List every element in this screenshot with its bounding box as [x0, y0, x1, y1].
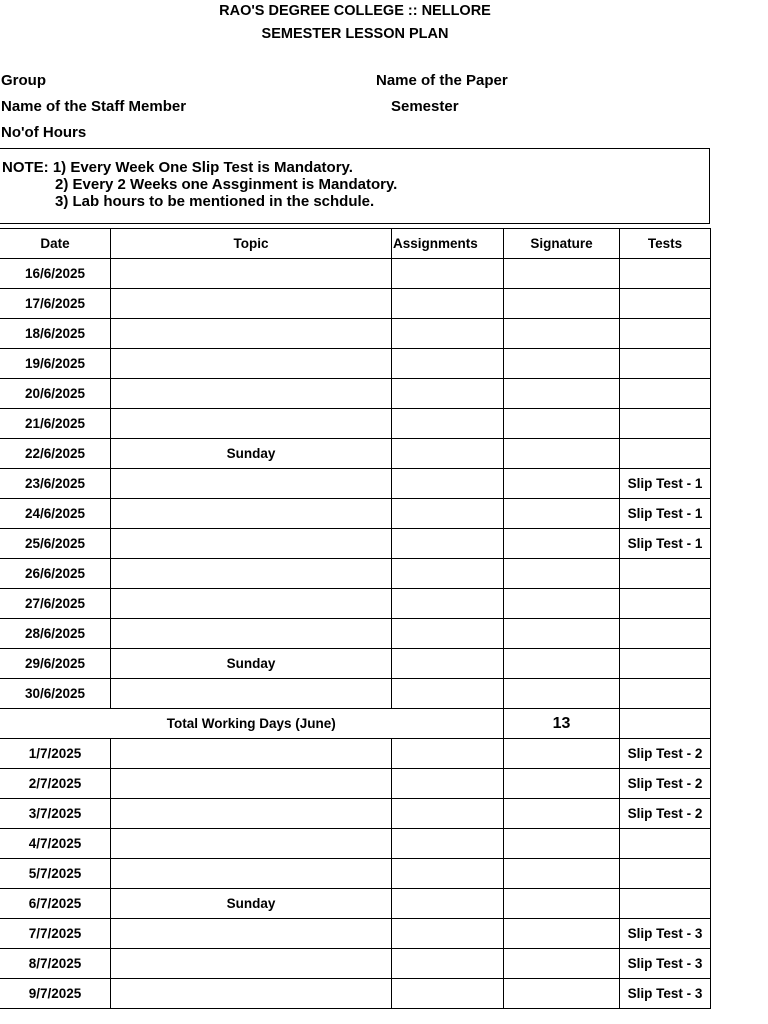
assignments-cell	[392, 769, 504, 799]
date-cell: 18/6/2025	[0, 319, 111, 349]
signature-cell	[504, 529, 620, 559]
assignments-cell	[392, 799, 504, 829]
assignments-cell	[392, 859, 504, 889]
topic-cell	[111, 979, 392, 1009]
assignments-cell	[392, 379, 504, 409]
assignments-cell	[392, 649, 504, 679]
tests-cell: Slip Test - 3	[620, 979, 711, 1009]
table-row	[0, 919, 711, 949]
date-cell: 23/6/2025	[0, 469, 111, 499]
tests-cell: Slip Test - 1	[620, 469, 711, 499]
table-row	[0, 769, 711, 799]
topic-cell	[111, 829, 392, 859]
signature-cell	[504, 949, 620, 979]
tests-cell	[620, 439, 711, 469]
signature-cell	[504, 769, 620, 799]
assignments-cell	[392, 499, 504, 529]
signature-cell	[504, 679, 620, 709]
date-cell: 2/7/2025	[0, 769, 111, 799]
signature-cell	[504, 409, 620, 439]
topic-cell	[111, 949, 392, 979]
table-row	[0, 289, 711, 319]
tests-cell	[620, 289, 711, 319]
signature-cell	[504, 799, 620, 829]
topic-cell	[111, 349, 392, 379]
signature-cell	[504, 919, 620, 949]
signature-cell	[504, 349, 620, 379]
tests-cell: Slip Test - 2	[620, 799, 711, 829]
date-cell: 25/6/2025	[0, 529, 111, 559]
topic-cell	[111, 799, 392, 829]
tests-cell: Slip Test - 3	[620, 919, 711, 949]
topic-cell: Sunday	[111, 439, 392, 469]
topic-cell	[111, 469, 392, 499]
june-total-count: 13	[504, 709, 620, 739]
paper-name-label: Name of the Paper	[376, 72, 508, 89]
table-row	[0, 979, 711, 1009]
table-row	[0, 859, 711, 889]
assignments-cell	[392, 349, 504, 379]
table-header-row	[0, 229, 711, 259]
date-cell: 16/6/2025	[0, 259, 111, 289]
tests-cell	[620, 679, 711, 709]
note-line-2: 2) Every 2 Weeks one Assginment is Mandatory.	[55, 176, 398, 193]
date-cell: 6/7/2025	[0, 889, 111, 919]
group-label: Group	[1, 72, 46, 89]
table-row	[0, 439, 711, 469]
assignments-cell	[392, 889, 504, 919]
table-row	[0, 499, 711, 529]
column-header-topic: Topic	[111, 229, 392, 259]
staff-member-label: Name of the Staff Member	[1, 98, 187, 115]
assignments-cell	[392, 679, 504, 709]
date-cell: 3/7/2025	[0, 799, 111, 829]
date-cell: 4/7/2025	[0, 829, 111, 859]
table-row	[0, 889, 711, 919]
lesson-plan-table	[0, 228, 711, 1009]
hours-label: No'of Hours	[1, 124, 87, 141]
tests-cell	[620, 889, 711, 919]
signature-cell	[504, 739, 620, 769]
college-title: RAO'S DEGREE COLLEGE :: NELLORE	[219, 3, 491, 19]
assignments-cell	[392, 409, 504, 439]
date-cell: 21/6/2025	[0, 409, 111, 439]
signature-cell	[504, 649, 620, 679]
note-box	[0, 148, 710, 224]
topic-cell	[111, 679, 392, 709]
topic-cell	[111, 919, 392, 949]
signature-cell	[504, 619, 620, 649]
signature-cell	[504, 589, 620, 619]
signature-cell	[504, 319, 620, 349]
date-cell: 8/7/2025	[0, 949, 111, 979]
table-row	[0, 349, 711, 379]
document-title: SEMESTER LESSON PLAN	[261, 26, 449, 42]
topic-cell: Sunday	[111, 649, 392, 679]
table-cell	[620, 709, 711, 739]
date-cell: 30/6/2025	[0, 679, 111, 709]
assignments-cell	[392, 949, 504, 979]
tests-cell	[620, 829, 711, 859]
signature-cell	[504, 289, 620, 319]
semester-label: Semester	[391, 98, 459, 115]
date-cell: 29/6/2025	[0, 649, 111, 679]
assignments-cell	[392, 529, 504, 559]
date-cell: 26/6/2025	[0, 559, 111, 589]
column-header-assignments: Assignments	[392, 229, 504, 259]
table-row	[0, 799, 711, 829]
signature-cell	[504, 469, 620, 499]
table-row	[0, 619, 711, 649]
assignments-cell	[392, 829, 504, 859]
assignments-cell	[392, 259, 504, 289]
tests-cell: Slip Test - 2	[620, 739, 711, 769]
topic-cell	[111, 529, 392, 559]
date-cell: 19/6/2025	[0, 349, 111, 379]
topic-cell	[111, 379, 392, 409]
date-cell: 1/7/2025	[0, 739, 111, 769]
signature-cell	[504, 889, 620, 919]
tests-cell	[620, 589, 711, 619]
table-row	[0, 559, 711, 589]
topic-cell	[111, 589, 392, 619]
column-header-date: Date	[0, 229, 111, 259]
assignments-cell	[392, 589, 504, 619]
signature-cell	[504, 379, 620, 409]
tests-cell	[620, 559, 711, 589]
assignments-cell	[392, 319, 504, 349]
column-header-tests: Tests	[620, 229, 711, 259]
topic-cell	[111, 319, 392, 349]
date-cell: 22/6/2025	[0, 439, 111, 469]
tests-cell: Slip Test - 1	[620, 529, 711, 559]
date-cell: 7/7/2025	[0, 919, 111, 949]
date-cell: 17/6/2025	[0, 289, 111, 319]
date-cell: 5/7/2025	[0, 859, 111, 889]
assignments-cell	[392, 619, 504, 649]
assignments-cell	[392, 559, 504, 589]
note-line-3: 3) Lab hours to be mentioned in the schdule.	[55, 193, 375, 210]
table-row	[0, 409, 711, 439]
signature-cell	[504, 979, 620, 1009]
tests-cell: Slip Test - 3	[620, 949, 711, 979]
table-row	[0, 259, 711, 289]
tests-cell: Slip Test - 2	[620, 769, 711, 799]
table-row	[0, 589, 711, 619]
signature-cell	[504, 259, 620, 289]
tests-cell	[620, 379, 711, 409]
assignments-cell	[392, 439, 504, 469]
date-cell: 20/6/2025	[0, 379, 111, 409]
signature-cell	[504, 859, 620, 889]
table-row	[0, 739, 711, 769]
assignments-cell	[392, 919, 504, 949]
tests-cell: Slip Test - 1	[620, 499, 711, 529]
date-cell: 27/6/2025	[0, 589, 111, 619]
tests-cell	[620, 349, 711, 379]
signature-cell	[504, 499, 620, 529]
table-row	[0, 829, 711, 859]
topic-cell	[111, 499, 392, 529]
date-cell: 9/7/2025	[0, 979, 111, 1009]
topic-cell	[111, 739, 392, 769]
table-row	[0, 649, 711, 679]
topic-cell	[111, 289, 392, 319]
column-header-signature: Signature	[504, 229, 620, 259]
date-cell: 28/6/2025	[0, 619, 111, 649]
topic-cell: Sunday	[111, 889, 392, 919]
date-cell: 24/6/2025	[0, 499, 111, 529]
table-row	[0, 529, 711, 559]
table-row	[0, 949, 711, 979]
signature-cell	[504, 439, 620, 469]
table-row	[0, 469, 711, 499]
signature-cell	[504, 829, 620, 859]
assignments-cell	[392, 289, 504, 319]
topic-cell	[111, 859, 392, 889]
assignments-cell	[392, 979, 504, 1009]
tests-cell	[620, 319, 711, 349]
tests-cell	[620, 409, 711, 439]
table-row	[0, 679, 711, 709]
tests-cell	[620, 649, 711, 679]
june-total-row	[0, 709, 711, 739]
topic-cell	[111, 769, 392, 799]
topic-cell	[111, 619, 392, 649]
topic-cell	[111, 259, 392, 289]
table-row	[0, 319, 711, 349]
tests-cell	[620, 259, 711, 289]
topic-cell	[111, 409, 392, 439]
june-total-label: Total Working Days (June)	[0, 709, 504, 739]
signature-cell	[504, 559, 620, 589]
table-row	[0, 379, 711, 409]
assignments-cell	[392, 469, 504, 499]
topic-cell	[111, 559, 392, 589]
assignments-cell	[392, 739, 504, 769]
tests-cell	[620, 619, 711, 649]
note-line-1: NOTE: 1) Every Week One Slip Test is Mandatory.	[2, 159, 353, 176]
tests-cell	[620, 859, 711, 889]
